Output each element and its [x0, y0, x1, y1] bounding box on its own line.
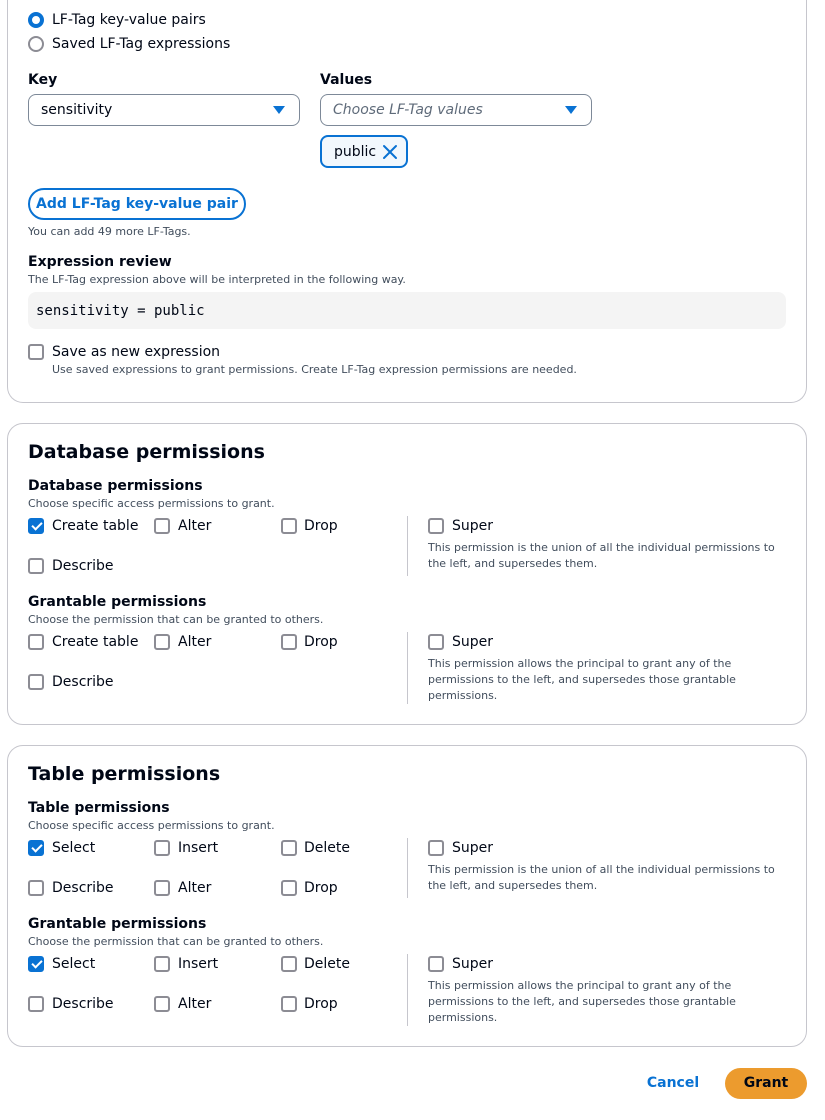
tbl-alter-checkbox[interactable] [154, 880, 170, 896]
db-create-table-label: Create table [52, 518, 139, 534]
caret-down-icon [565, 106, 577, 114]
db-grantable-drop-label: Drop [304, 634, 338, 650]
db-super-checkbox[interactable] [428, 518, 444, 534]
close-icon[interactable] [382, 144, 398, 160]
tbl-perms-divider [407, 838, 408, 898]
save-expression-checkbox[interactable] [28, 344, 44, 360]
tbl-grantable-description: Choose the permission that can be granted to others. [28, 935, 324, 948]
tbl-super-label: Super [452, 840, 494, 856]
db-alter-checkbox[interactable] [154, 518, 170, 534]
tbl-insert-checkbox[interactable] [154, 840, 170, 856]
cancel-button[interactable] [640, 1068, 706, 1098]
add-lf-tag-pair-button[interactable] [28, 188, 246, 220]
db-drop-checkbox[interactable] [281, 518, 297, 534]
tbl-grantable-describe-label: Describe [52, 996, 114, 1012]
add-lf-tag-pair-button-label: Add LF-Tag key-value pair [36, 196, 238, 212]
tbl-insert-label: Insert [178, 840, 219, 856]
db-super-description: This permission is the union of all the individual permissions to the left, and supersedes them. [428, 541, 775, 570]
db-super-label: Super [452, 518, 494, 534]
caret-down-icon [273, 106, 285, 114]
tbl-grantable-alter-checkbox[interactable] [154, 996, 170, 1012]
db-grantable-super-description: This permission allows the principal to grant any of the permissions to the left, and supersedes those grantable permissions. [428, 657, 736, 702]
db-grantable-divider [407, 632, 408, 704]
db-create-table-checkbox[interactable] [28, 518, 44, 534]
db-grantable-super-checkbox[interactable] [428, 634, 444, 650]
value-token-label: public [334, 144, 377, 160]
tbl-grantable-insert-checkbox[interactable] [154, 956, 170, 972]
tbl-delete-checkbox[interactable] [281, 840, 297, 856]
radio-saved-expressions-label: Saved LF-Tag expressions [52, 36, 231, 52]
db-grantable-create-table-checkbox[interactable] [28, 634, 44, 650]
tbl-grantable-title: Grantable permissions [28, 916, 207, 932]
tbl-grantable-super-label: Super [452, 956, 494, 972]
tbl-grantable-drop-label: Drop [304, 996, 338, 1012]
tbl-select-checkbox[interactable] [28, 840, 44, 856]
tbl-grantable-insert-label: Insert [178, 956, 219, 972]
values-select[interactable] [320, 94, 592, 126]
db-grantable-description: Choose the permission that can be granted to others. [28, 613, 324, 626]
value-token [320, 135, 408, 168]
expression-review-description: The LF-Tag expression above will be interpreted in the following way. [28, 273, 406, 286]
db-perms-title: Database permissions [28, 478, 203, 494]
db-grantable-create-table-label: Create table [52, 634, 139, 650]
db-drop-label: Drop [304, 518, 338, 534]
db-grantable-alter-checkbox[interactable] [154, 634, 170, 650]
tbl-grantable-describe-checkbox[interactable] [28, 996, 44, 1012]
values-label: Values [320, 72, 373, 88]
save-expression-description: Use saved expressions to grant permissions. Create LF-Tag expression permissions are needed. [52, 363, 577, 376]
db-grantable-title: Grantable permissions [28, 594, 207, 610]
tbl-perms-description: Choose specific access permissions to grant. [28, 819, 275, 832]
db-grantable-drop-checkbox[interactable] [281, 634, 297, 650]
radio-lf-tag-pairs[interactable] [28, 12, 44, 28]
database-permissions-heading: Database permissions [28, 441, 265, 463]
expression-review-box [28, 292, 786, 329]
key-select-value: sensitivity [41, 102, 113, 118]
db-grantable-alter-label: Alter [178, 634, 212, 650]
tbl-grantable-select-label: Select [52, 956, 96, 972]
grant-button-label: Grant [743, 1075, 789, 1091]
tbl-super-checkbox[interactable] [428, 840, 444, 856]
tbl-grantable-alter-label: Alter [178, 996, 212, 1012]
key-select[interactable] [28, 94, 300, 126]
tbl-perms-title: Table permissions [28, 800, 170, 816]
grant-button[interactable] [725, 1068, 807, 1099]
tbl-grantable-divider [407, 954, 408, 1026]
db-grantable-super-label: Super [452, 634, 494, 650]
radio-saved-expressions[interactable] [28, 36, 44, 52]
values-select-placeholder: Choose LF-Tag values [333, 102, 483, 118]
cancel-button-label: Cancel [646, 1075, 700, 1091]
db-perms-description: Choose specific access permissions to grant. [28, 497, 275, 510]
db-grantable-describe-label: Describe [52, 674, 114, 690]
db-perms-divider [407, 516, 408, 576]
add-pair-hint: You can add 49 more LF-Tags. [28, 225, 191, 238]
expression-review-code: sensitivity = public [36, 303, 205, 319]
tbl-select-label: Select [52, 840, 96, 856]
tbl-grantable-delete-label: Delete [304, 956, 350, 972]
key-label: Key [28, 72, 58, 88]
expression-review-title: Expression review [28, 254, 172, 270]
tbl-grantable-select-checkbox[interactable] [28, 956, 44, 972]
tbl-grantable-super-description: This permission allows the principal to grant any of the permissions to the left, and supersedes those grantable permissions. [428, 979, 736, 1024]
tbl-super-description: This permission is the union of all the individual permissions to the left, and supersedes them. [428, 863, 775, 892]
tbl-describe-checkbox[interactable] [28, 880, 44, 896]
tbl-grantable-drop-checkbox[interactable] [281, 996, 297, 1012]
table-permissions-heading: Table permissions [28, 763, 221, 785]
tbl-drop-label: Drop [304, 880, 338, 896]
radio-lf-tag-pairs-label: LF-Tag key-value pairs [52, 12, 206, 28]
save-expression-label: Save as new expression [52, 344, 221, 360]
db-describe-label: Describe [52, 558, 114, 574]
tbl-delete-label: Delete [304, 840, 350, 856]
tbl-describe-label: Describe [52, 880, 114, 896]
tbl-alter-label: Alter [178, 880, 212, 896]
tbl-grantable-super-checkbox[interactable] [428, 956, 444, 972]
db-describe-checkbox[interactable] [28, 558, 44, 574]
tbl-grantable-delete-checkbox[interactable] [281, 956, 297, 972]
db-alter-label: Alter [178, 518, 212, 534]
db-grantable-describe-checkbox[interactable] [28, 674, 44, 690]
tbl-drop-checkbox[interactable] [281, 880, 297, 896]
